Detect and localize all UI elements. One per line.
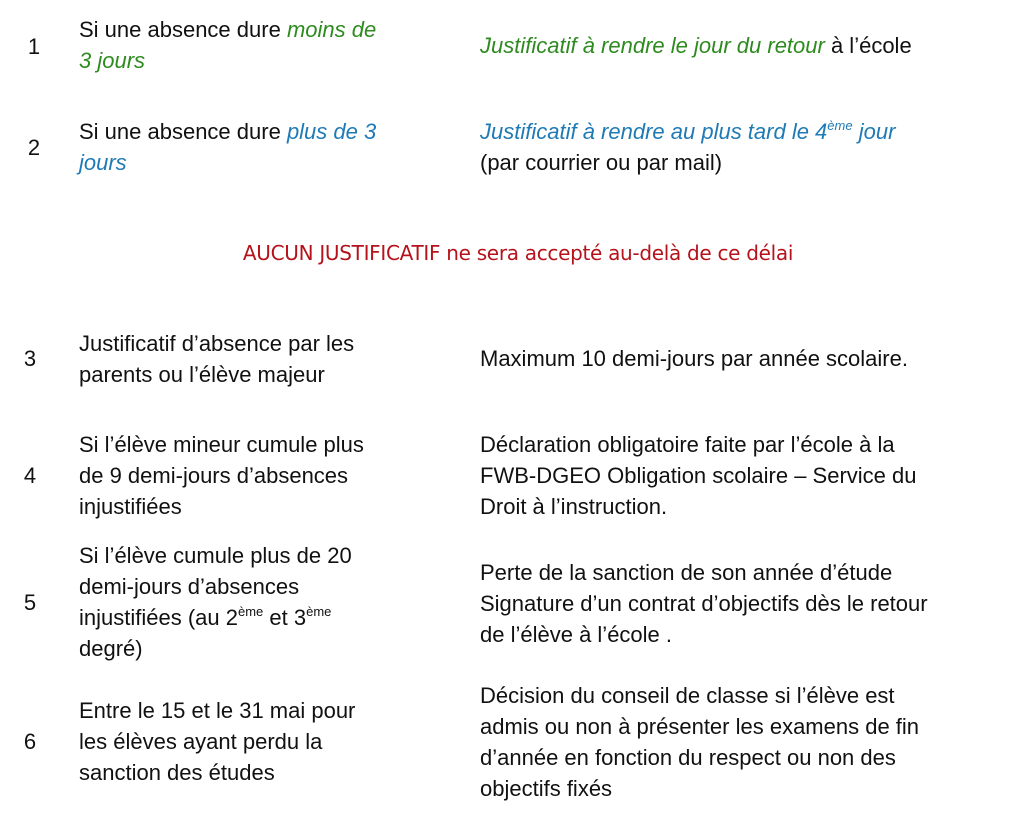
row-6-rule-line-1: Décision du conseil de classe si l’élève est <box>480 683 895 708</box>
row-5-condition-sup-2: ème <box>306 604 332 619</box>
row-2-condition-highlight-1: plus de 3 <box>286 119 377 144</box>
row-6-condition-line-1: Entre le 15 et le 31 mai pour <box>79 698 356 723</box>
row-3-condition <box>79 328 354 390</box>
row-1-rule-suffix: à l’école <box>824 33 912 58</box>
row-2-rule-sup: ème <box>827 118 853 133</box>
row-4-rule-line-1: Déclaration obligatoire faite par l’école à la <box>480 432 895 457</box>
row-1-condition <box>79 14 376 76</box>
row-6-rule-line-3: d’année en fonction du respect ou non des <box>480 745 896 770</box>
row-4-number: 4 <box>23 463 37 488</box>
row-2-number: 2 <box>27 135 41 160</box>
row-5-condition-line-3b: et 3 <box>263 605 307 630</box>
row-5-condition-line-3a: injustifiées (au 2 <box>79 605 238 630</box>
row-1-number: 1 <box>27 34 41 59</box>
row-2-rule <box>480 116 895 178</box>
row-2-rule-highlight-a: Justificatif à rendre au plus tard le 4 <box>480 119 828 144</box>
row-5-rule-line-3: de l’élève à l’école . <box>480 622 673 647</box>
row-6-rule-line-2: admis ou non à présenter les examens de fin <box>480 714 920 739</box>
row-2-condition <box>79 116 376 178</box>
row-4-rule-line-2: FWB-DGEO Obligation scolaire – Service du <box>480 463 917 488</box>
row-3-condition-line-2: parents ou l’élève majeur <box>79 362 325 387</box>
row-3-rule <box>480 343 908 374</box>
row-4-condition-line-3: injustifiées <box>79 494 182 519</box>
row-3-condition-line-1: Justificatif d’absence par les <box>79 331 355 356</box>
row-4-condition-line-1: Si l’élève mineur cumule plus <box>79 432 364 457</box>
row-3-rule-line-1: Maximum 10 demi-jours par année scolaire. <box>480 346 908 371</box>
row-6-condition <box>79 695 355 788</box>
row-6-condition-line-2: les élèves ayant perdu la <box>79 729 323 754</box>
row-2-rule-line-2: (par courrier ou par mail) <box>480 150 723 175</box>
row-1-rule-highlight: Justificatif à rendre le jour du retour <box>480 33 825 58</box>
row-5-condition-sup-1: ème <box>237 604 264 619</box>
row-6-condition-line-3: sanction des études <box>79 760 275 785</box>
row-5-rule-line-2: Signature d’un contrat d’objectifs dès le retour <box>480 591 928 616</box>
row-1-condition-prefix: Si une absence dure <box>79 17 287 42</box>
row-2-rule-highlight-b: jour <box>852 119 896 144</box>
row-5-condition-line-1: Si l’élève cumule plus de 20 <box>79 543 352 568</box>
row-5-number: 5 <box>23 590 37 615</box>
row-3-number: 3 <box>23 346 37 371</box>
row-5-rule-line-1: Perte de la sanction de son année d’étude <box>480 560 893 585</box>
row-2-condition-highlight-2: jours <box>79 150 127 175</box>
row-1-condition-highlight-1: moins de <box>286 17 377 42</box>
row-4-condition <box>79 429 364 522</box>
row-6-number: 6 <box>23 729 37 754</box>
deadline-notice: AUCUN JUSTIFICATIF ne sera accepté au-delà de ce délai <box>242 241 794 265</box>
row-4-rule <box>480 429 917 522</box>
row-5-condition-line-4: degré) <box>79 636 143 661</box>
row-2-condition-prefix: Si une absence dure <box>79 119 287 144</box>
row-5-condition-line-2: demi-jours d’absences <box>79 574 300 599</box>
row-4-rule-line-3: Droit à l’instruction. <box>480 494 668 519</box>
row-5-condition <box>79 540 352 664</box>
row-1-condition-highlight-2: 3 jours <box>79 48 146 73</box>
row-1-rule <box>480 30 912 61</box>
row-6-rule-line-4: objectifs fixés <box>480 776 613 801</box>
row-5-rule <box>480 557 928 650</box>
row-6-rule <box>480 680 919 804</box>
row-4-condition-line-2: de 9 demi-jours d’absences <box>79 463 349 488</box>
